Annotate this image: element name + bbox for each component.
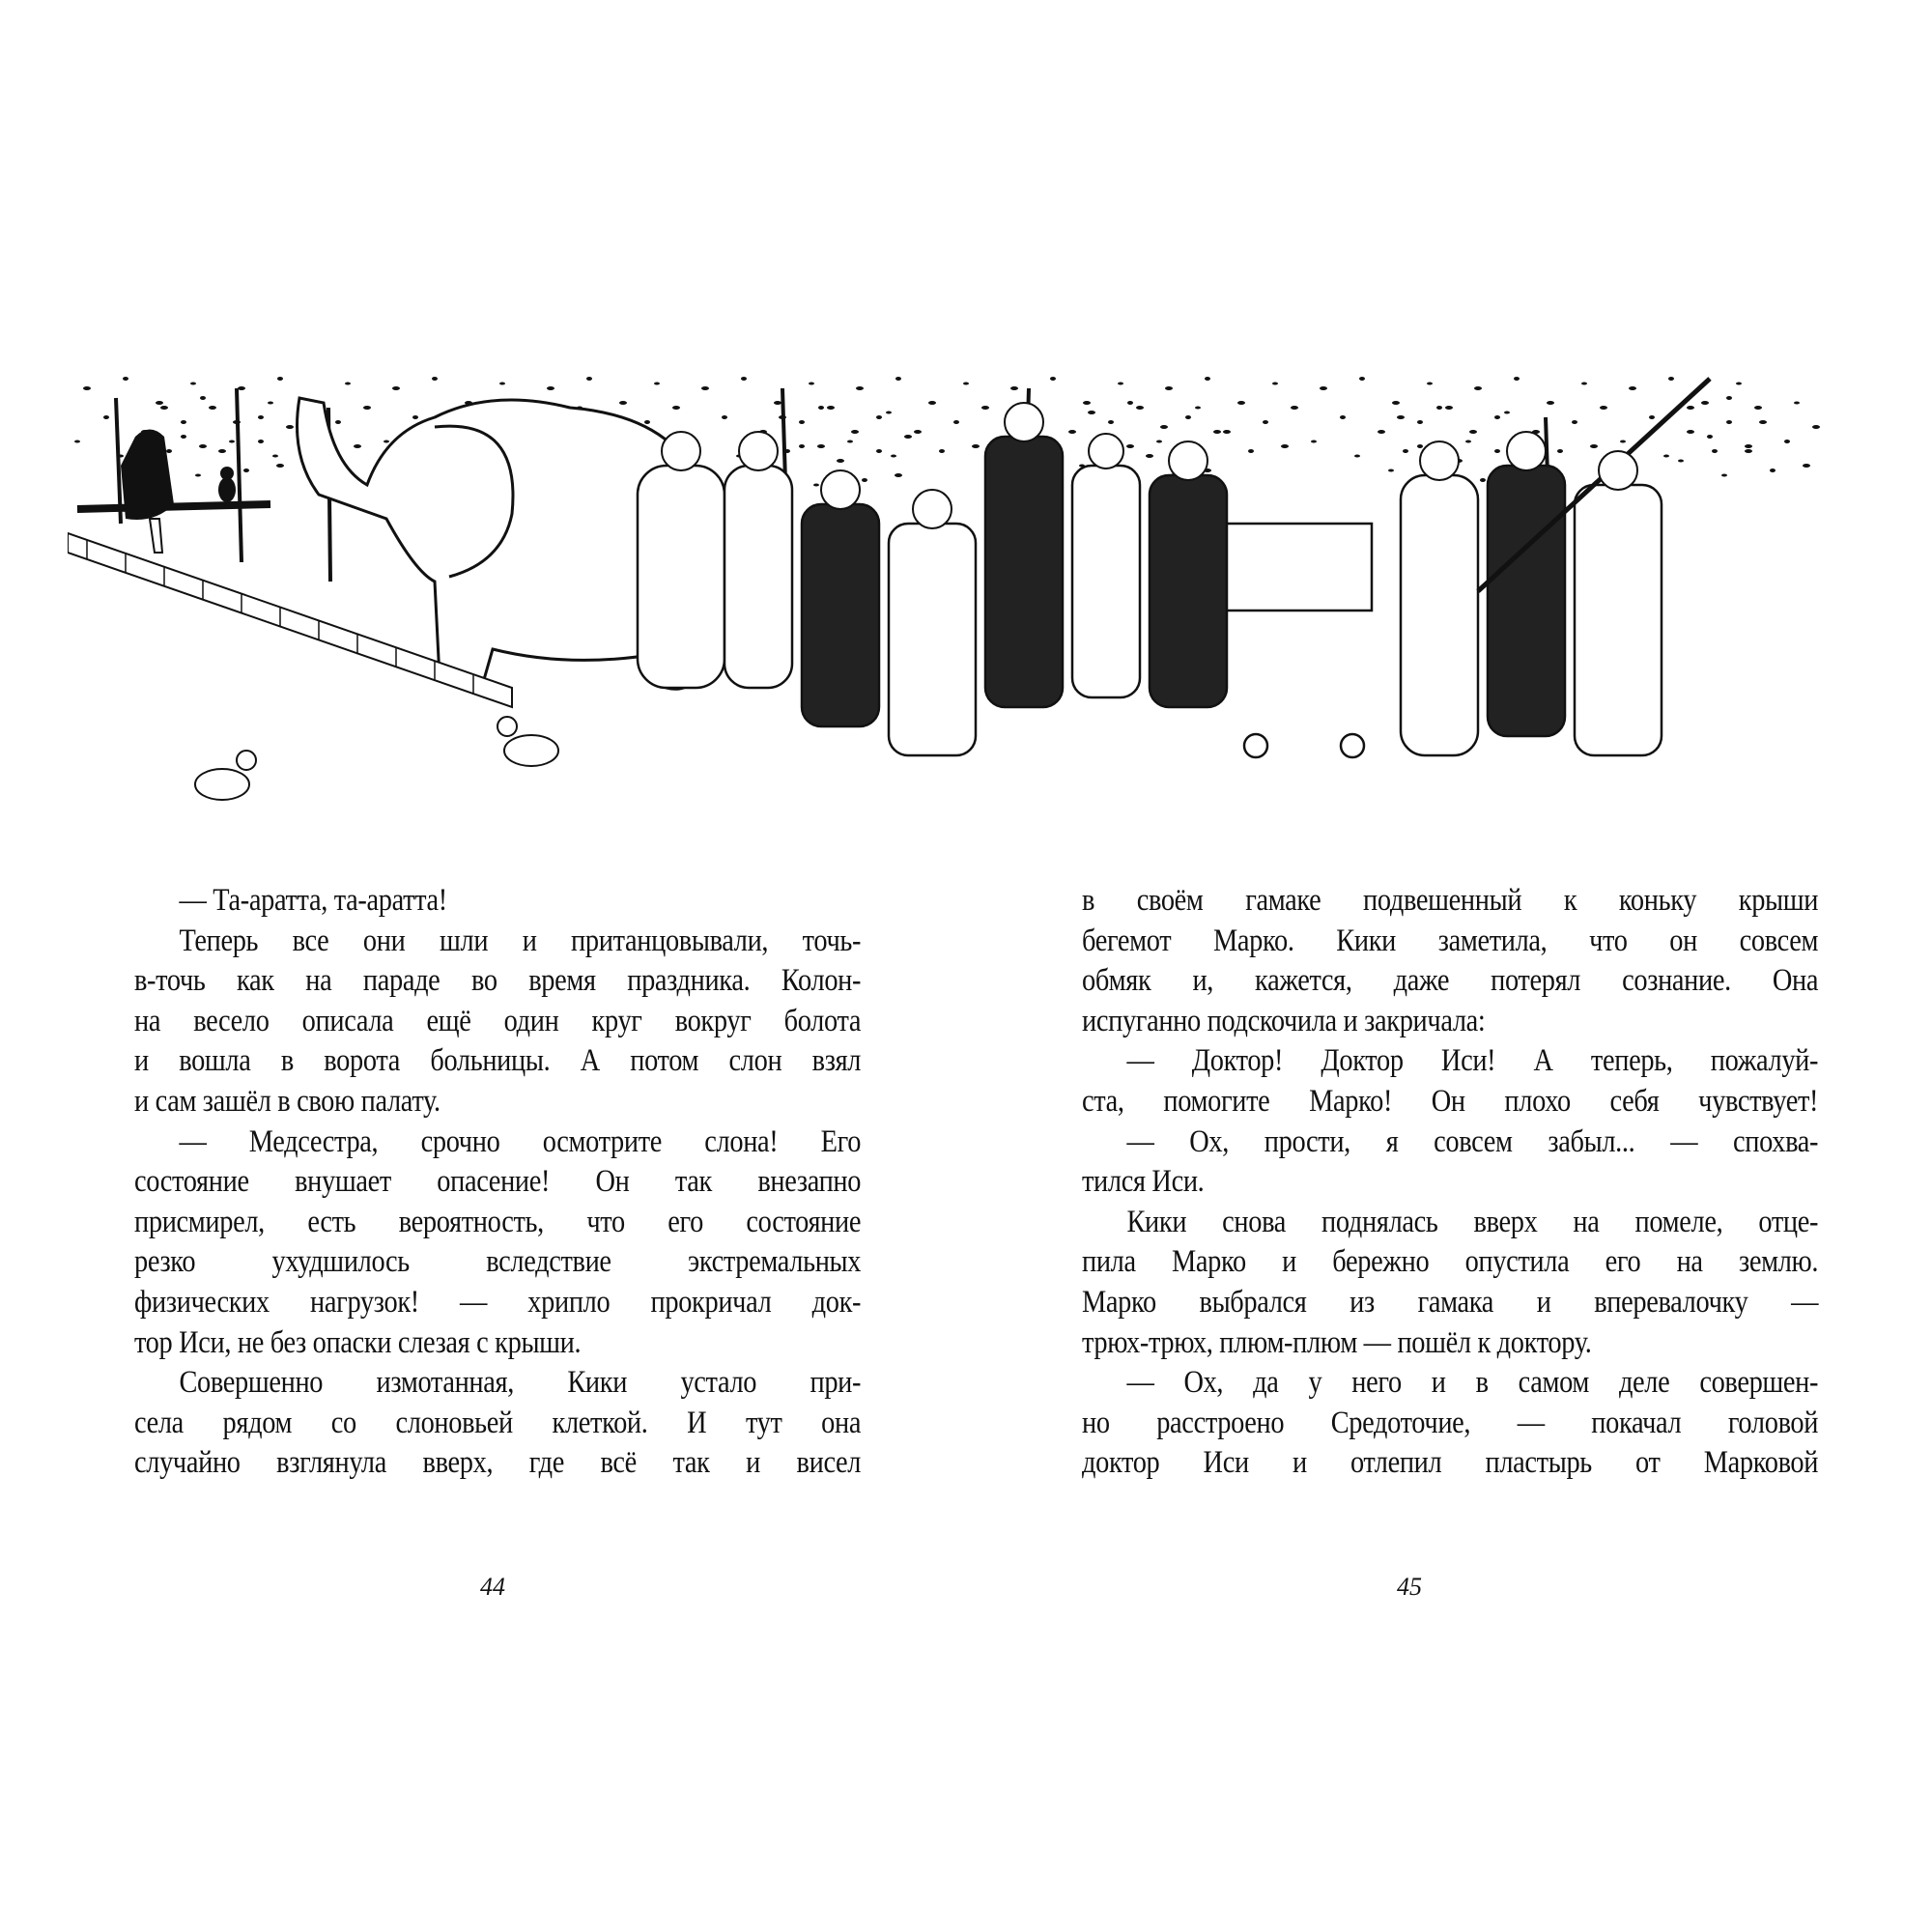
text-line: присмирел, есть вероятность, что его состояние	[134, 1204, 862, 1239]
text-line: состояние внушает опасение! Он так внезапно	[134, 1164, 862, 1200]
text-line: села рядом со слоновьей клеткой. И тут она	[134, 1405, 862, 1440]
text-line: на весело описала ещё один круг вокруг болота	[134, 1003, 862, 1038]
text-line: доктор Иси и отлепил пластырь от Марковой	[1082, 1445, 1819, 1481]
text-line: ста, помогите Марко! Он плохо себя чувствует!	[1082, 1083, 1819, 1119]
parade-crowd	[638, 379, 1710, 757]
text-line: обмяк и, кажется, даже потерял сознание. Она	[1082, 963, 1819, 999]
text-line: Совершенно измотанная, Кики устало при-	[179, 1365, 862, 1401]
text-line: — Медсестра, срочно осмотрите слона! Его	[179, 1123, 862, 1159]
text-line: физических нагрузок! — хрипло прокричал док-	[134, 1284, 862, 1320]
text-line: трюх-трюх, плюм-плюм — пошёл к доктору.	[1082, 1324, 1592, 1360]
text-line: тор Иси, не без опаски слезая с крыши.	[134, 1324, 582, 1360]
text-line: — Та-аратта, та-аратта!	[179, 883, 447, 918]
illustration-drawing	[68, 359, 1826, 806]
text-line: бегемот Марко. Кики заметила, что он совсем	[1082, 923, 1819, 958]
text-line: тился Иси.	[1082, 1164, 1205, 1200]
text-line: — Ох, да у него и в самом деле совершен-	[1126, 1365, 1819, 1401]
text-line: в своём гамаке подвешенный к коньку крыши	[1082, 883, 1819, 918]
text-line: пила Марко и бережно опустила его на землю.	[1082, 1244, 1819, 1280]
parade-illustration	[68, 359, 1826, 806]
text-line: испуганно подскочила и закричала:	[1082, 1003, 1486, 1038]
text-line: Марко выбрался из гамака и вперевалочку —	[1082, 1284, 1819, 1320]
ducks	[195, 717, 558, 800]
page-left-text	[134, 881, 861, 1484]
page-number-left: 44	[480, 1573, 505, 1601]
text-line: Кики снова поднялась вверх на помеле, отце-	[1126, 1204, 1819, 1239]
black-cat	[218, 467, 236, 502]
text-line: и вошла в ворота больницы. А потом слон взял	[134, 1043, 862, 1079]
text-line: но расстроено Средоточие, — покачал головой	[1082, 1405, 1819, 1440]
text-line: Теперь все они шли и пританцовывали, точь-	[179, 923, 862, 958]
text-line: — Ох, прости, я совсем забыл... — спохва-	[1126, 1123, 1819, 1159]
text-line: случайно взглянула вверх, где всё так и висел	[134, 1445, 862, 1481]
page-right-text	[1082, 881, 1818, 1484]
page-number-right: 45	[1397, 1573, 1422, 1601]
text-line: в-точь как на параде во время праздника. Колон-	[134, 963, 862, 999]
text-line: — Доктор! Доктор Иси! А теперь, пожалуй-	[1126, 1043, 1819, 1079]
text-line: и сам зашёл в свою палату.	[134, 1083, 440, 1119]
text-line: резко ухудшилось вследствие экстремальных	[134, 1244, 862, 1280]
